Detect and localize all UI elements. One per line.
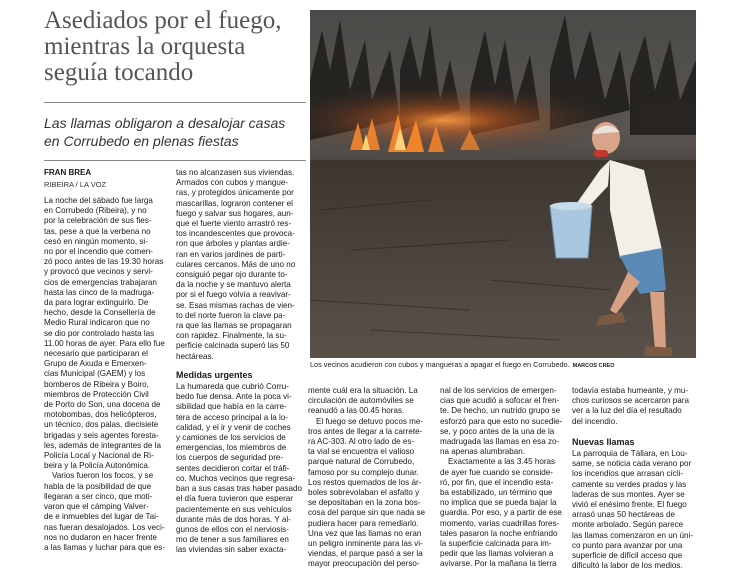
text-line: hecho, desde la Consellería de [44,308,156,318]
text-line: Grupo de Axuda e Emerxen- [44,359,147,369]
text-line: fuego y salvar sus hogares, aun- [176,208,294,218]
text-line: de Porto do Son, una docena de [44,400,161,410]
text-line: mascarillas, lograron contener el [176,198,293,208]
text-line: mo de tener a sus familiares en [176,535,289,545]
text-line: da para lograr extinguirlo. De [44,298,149,308]
headline [44,8,304,86]
text-line: los incendios que arrasan cícli- [572,469,684,479]
text-line: tas, pese a que la verbena no [44,226,151,236]
byline-author: FRAN BREA [44,168,92,177]
text-line: hasta las cinco de la madruga- [44,287,155,297]
column-1 [44,196,172,553]
byline-location: RIBEIRA / LA VOZ [44,180,107,189]
fire-photo [310,10,696,358]
text-line: mente cuál era la situación. La [308,386,418,395]
text-line: te. De hecho, un nutrido grupo se [440,406,561,416]
text-line: laderas de sus montes. Ayer se [572,489,685,499]
text-line: reanudó a las 00.45 horas. [308,406,405,416]
column-2 [176,168,304,556]
text-line: guardia. Por eso, y a partir de ese [440,508,562,518]
text-line: esforzó para que esto no sucedie- [440,416,563,426]
text-line: Varios fueron los focos, y se [52,471,154,481]
text-line: co. Muchos vecinos que regresa- [176,473,296,483]
text-line: bomberos de Ribeira y Boiro, [44,379,149,389]
text-line: de e inmuebles del lugar de Tai- [44,512,159,522]
text-line: cias que acudió a sofocar el fren- [440,396,560,406]
text-line: tas no alcanzasen sus viviendas. [176,168,295,177]
text-line: La noche del sábado fue larga [44,196,153,205]
text-line: un técnico, dos palas, diecisiete [44,420,159,430]
text-line: consiguió pegar ojo durante to- [176,270,288,280]
text-line: necesario que participaran el [44,349,148,359]
text-line: por si el fuego volvía a reavivar- [176,290,291,300]
text-line: de ayer fue cuando se conside- [440,467,553,477]
photo-caption [310,360,696,369]
text-line: momento, varias cuadrillas fores- [440,518,560,528]
text-line: se depositaban en la zona bos- [308,498,421,508]
text-line: miembros de Protección Civil [44,389,149,399]
text-line: Medio Rural indicaron que no [44,318,150,328]
text-line: cosa del parque sin que nada se [308,508,425,518]
text-line: a las llamas y luchar para que es- [44,542,166,552]
text-line: monte arbolado. Según parece [572,520,684,530]
text-line: pacientemente en sus vehículos [176,504,292,514]
text-line: ban a sus casas tras haber pasado [176,484,302,494]
text-line: y camiones de los servicios de [176,433,286,443]
text-line: no por el incendio que comen- [44,247,153,257]
text-line: en Corrubedo (Ribeira), y no [44,206,147,216]
text-line: sibilidad que había en la carre- [176,402,287,412]
headline-line-3: seguía tocando [44,59,194,86]
text-line: boles sobrevolaban el asfalto y [308,488,420,498]
text-line: bedo fue densa. Ante la poca vi- [176,392,292,402]
photo-credit: MARCOS CREO [572,363,615,369]
text-line: gunos de ellos con el nerviosis- [176,524,289,534]
text-line: la superficie calcinada para im- [440,539,552,549]
text-line: Armados con cubos y mangue- [176,178,289,188]
text-line: tros antes de llegar a la carrete- [308,426,423,436]
text-line: avivarse. Por la mañana la tierra [440,559,557,569]
text-line: llegaran a ser cinco, que moti- [44,491,153,501]
text-line: nal de los servicios de emergen- [440,386,557,395]
text-line: cias Municipal (GAEM) y los [44,369,146,379]
text-line: varon que el cámping Valver- [44,502,149,512]
text-line: las viviendas sin saber exacta- [176,545,287,555]
text-line: ba estabilizado, un término que [440,488,553,498]
text-line: y provocó que vecinos y servi- [44,267,153,277]
section-heading-medidas: Medidas urgentes [176,369,253,380]
headline-line-2: mientras la orquesta [44,33,246,60]
text-line: tos incandescentes que provoca- [176,229,295,239]
text-line: ta vial se encuentra el valioso [308,447,415,457]
text-line: arrasó unas 50 hectáreas de [572,510,676,520]
text-line: con rapidez. Finalmente, la su- [176,331,287,341]
text-line: ró, por fin, que el incendio esta- [440,477,554,487]
subtitle-line-2: en Corrubedo en plenas fiestas [44,133,239,149]
text-line: ras, y protegidos únicamente por [176,188,294,198]
text-line: da la noche y se mantuvo alerta [176,280,291,290]
text-line: sentes decidieron cortar el tráfi- [176,463,290,473]
text-line: les, además de integrantes de la [44,440,161,450]
text-line: ran en varios jardines de parti- [176,249,286,259]
text-line: La humareda que cubrió Corru- [176,382,289,392]
text-line: se dio por controlado hasta las [44,328,155,338]
text-line: las llamas comenzaron en un úni- [572,530,694,540]
text-line: pudiera hacer para remediarlo. [308,518,419,528]
text-line: cesó en ningún momento, si- [44,236,148,246]
byline-divider [44,160,306,161]
text-line: Exactamente a las 3.45 horas [448,457,556,467]
text-line: ron que árboles y plantas ardie- [176,239,290,249]
text-line: calidad, y el ir y venir de coches [176,422,291,432]
text-line: El fuego se detuvo pocos me- [316,416,424,426]
text-line: La parroquia de Tállara, en Lou- [572,449,688,459]
text-line: los cuerpos de seguridad pre- [176,453,284,463]
text-line: ver a la luz del día el resultado [572,406,682,416]
caption-text: Los vecinos acudieron con cubos y mangueras a apagar el fuego en Corrubedo. [310,360,570,369]
text-line: beira y la Policía Autonómica. [44,461,151,471]
text-line: dificultó la labor de los medios. [572,561,683,571]
text-line: cios de emergencias trabajaran [44,277,157,287]
column-3 [308,386,434,570]
text-line: perficie calcinada superó las 50 [176,341,290,351]
text-line: todavía estaba humeante, y mu- [572,386,689,395]
text-line: no implica que se pueda bajar la [440,498,557,508]
text-line: co punto para avanzar por una [572,540,683,550]
text-line: ra que las llamas se propagaran [176,321,292,331]
text-line: chos curiosos se acercaron para [572,396,689,406]
headline-divider [44,102,306,103]
text-line: hectáreas. [176,351,214,361]
text-line: culares cercanos. Más de uno no [176,259,296,269]
subtitle [44,114,304,150]
text-line: que el fuerte viento arrastró res- [176,219,292,229]
text-line: Policía Local y Nacional de Ri- [44,451,154,461]
text-line: nas fueran desalojados. Los veci- [44,522,165,532]
column-5 [572,386,700,571]
text-line: parque natural de Corrubedo, [308,457,415,467]
text-line: vivió el enésimo frente. El fuego [572,500,687,510]
text-line: tales pasaron la noche enfriando [440,528,558,538]
text-line: Los restos quemados de los ár- [308,477,422,487]
text-line: to del norte fueron la clave pa- [176,310,286,320]
text-line: Una vez que las llamas no eran [308,528,422,538]
text-line: famoso por su complejo dunar. [308,467,419,477]
text-line: nos no dudaron en hacer frente [44,532,157,542]
text-line: emergencias, los miembros de [176,443,287,453]
text-line: circulación de automóviles se [308,396,414,406]
column-4 [440,386,566,570]
text-line: el día fuera tuvieron que esperar [176,494,293,504]
text-line: na apenas alumbraban. [440,447,526,457]
section-heading-nuevas: Nuevas llamas [572,436,635,447]
text-line: same, se noticia cada verano por [572,459,692,469]
text-line: brigadas y seis agentes foresta- [44,430,159,440]
text-line: madrugada las llamas en esa zo- [440,437,560,447]
text-line: tera de acceso principal a la lo- [176,412,289,422]
text-line: se. Esas mismas rachas de vien- [176,300,295,310]
text-line: superficie de difícil acceso que [572,551,683,561]
text-line: pedir que las llamas volvieran a [440,549,554,559]
text-line: motobombas, dos helicópteros, [44,410,157,420]
text-line: camente su verdes prados y las [572,479,687,489]
text-line: se, y poco antes de la una de la [440,426,555,436]
text-line: un peligro inminente para las vi- [308,539,423,549]
text-line: mayor preocupación del perso- [308,559,420,569]
text-line: del incendio. [572,416,618,426]
headline-line-1: Asediados por el fuego, [44,7,282,34]
text-line: por la celebración de sus fies- [44,216,152,226]
text-line: viendas, el parque pasó a ser la [308,549,423,559]
text-line: 11.00 horas de ayer. Para ello fue [44,338,165,348]
text-line: ra AC-303. Al otro lado de es- [308,437,415,447]
text-line: durante más de dos horas. Y al- [176,514,291,524]
subtitle-line-1: Las llamas obligaron a desalojar casas [44,115,286,131]
text-line: habla de la posibilidad de que [44,481,152,491]
text-line: zó poco antes de las 19.30 horas [44,257,164,267]
